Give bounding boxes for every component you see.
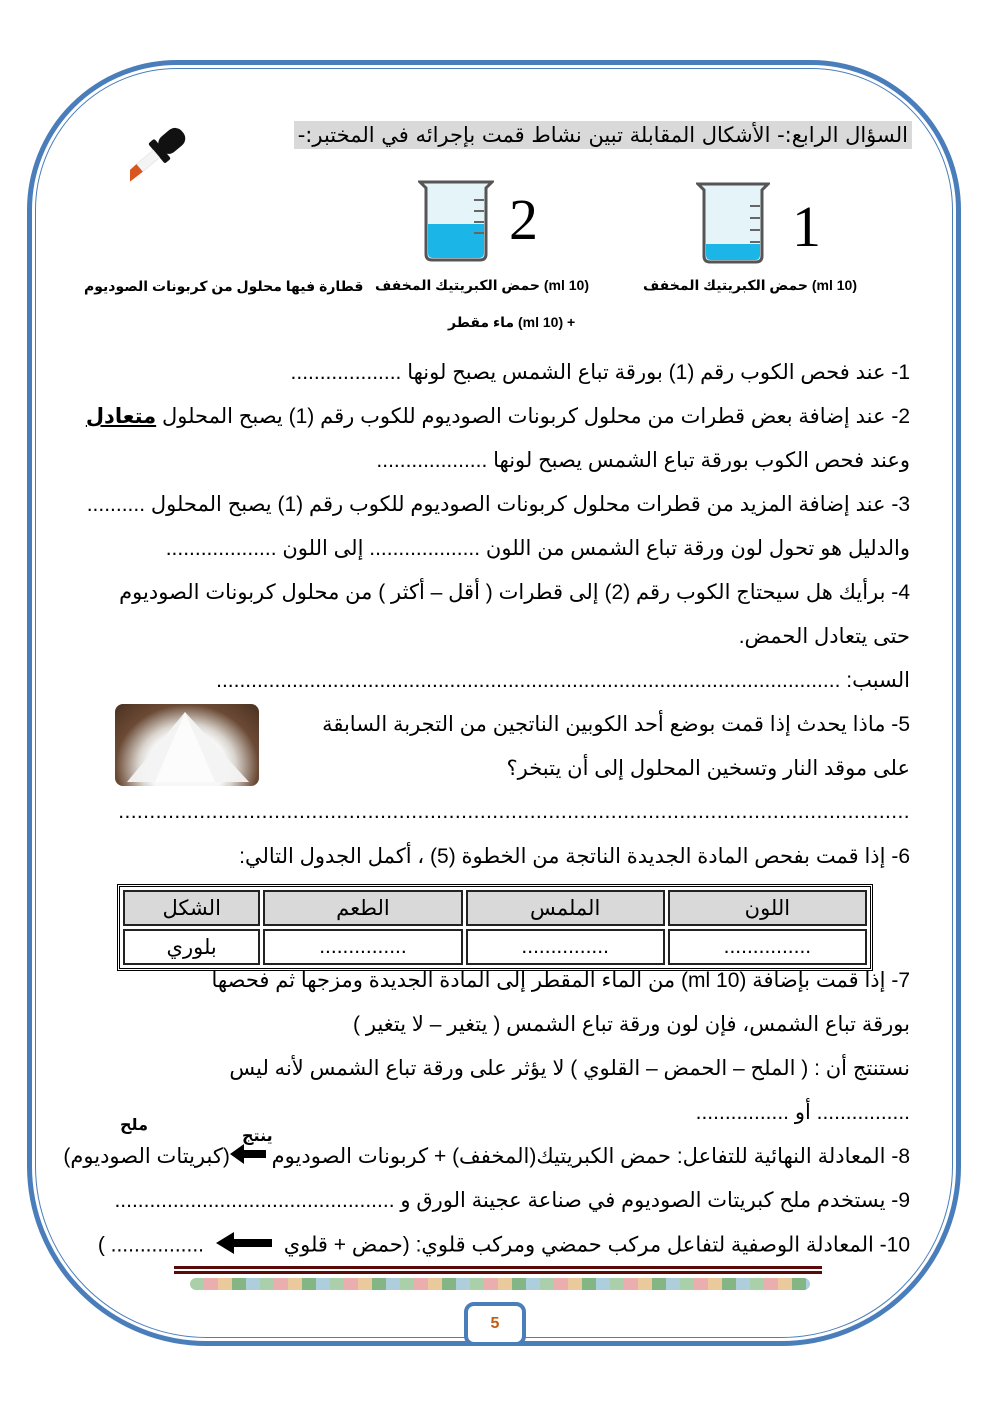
salt-pile-image	[115, 704, 259, 786]
footer-divider-2	[174, 1271, 822, 1274]
beaker-2-number: 2	[509, 187, 538, 252]
cell-shape: بلوري	[123, 929, 260, 965]
dropper-caption: قطارة فيها محلول من كربونات الصوديوم	[84, 278, 364, 294]
header-texture: الملمس	[466, 890, 665, 926]
arrow-left-icon	[230, 1144, 266, 1170]
question-5-answer-line[interactable]: ...............................................................................................................................	[118, 800, 910, 823]
question-7-line-3: نستنتج أن : ( الملح – الحمض – القلوي ) لا يؤثر على ورقة تباع الشمس لأنه ليس	[229, 1057, 910, 1080]
page-number: 5	[464, 1302, 526, 1346]
question-6: 6- إذا قمت بفحص المادة الجديدة الناتجة من الخطوة (5) ، أكمل الجدول التالي:	[239, 845, 910, 868]
produces-label: ينتج	[242, 1128, 273, 1145]
question-7: 7- إذا قمت بإضافة (10 ml) من الماء المقطر إلى المادة الجديدة ومزجها ثم فحصها	[211, 969, 910, 992]
beaker-2-caption: (10 ml) حمض الكبريتيك المخفف	[375, 277, 590, 293]
beaker-1-caption: (10 ml) حمض الكبريتيك المخفف	[643, 277, 858, 293]
question-2-line-2: وعند فحص الكوب بورقة تباع الشمس يصبح لونها ...................	[376, 449, 910, 472]
question-10	[98, 1232, 910, 1260]
table-row	[123, 929, 867, 965]
question-2-text: 2- عند إضافة بعض قطرات من محلول كربونات الصوديوم للكوب رقم (1) يصبح المحلول	[161, 405, 910, 428]
question-7-line-2: بورقة تباع الشمس، فإن لون ورقة تباع الشمس ( يتغير – لا يتغير )	[353, 1013, 910, 1036]
cell-taste[interactable]: ...............	[263, 929, 462, 965]
question-10-text: 10- المعادلة الوصفية لتفاعل مركب حمضي ومركب قلوي: (حمض + قلوي	[283, 1233, 910, 1257]
question-4-reason: السبب: ...........................................................................................................	[216, 669, 910, 692]
question-3-line-2: والدليل هو تحول لون ورقة تباع الشمس من اللون ................... إلى اللون ...................	[165, 537, 910, 560]
header-shape: الشكل	[123, 890, 260, 926]
question-8-product: (كبريتات الصوديوم)	[63, 1145, 230, 1168]
question-8	[63, 1144, 910, 1170]
decorative-vine-border	[190, 1278, 810, 1290]
question-10-blank[interactable]: ................ )	[97, 1233, 204, 1257]
arrow-left-icon	[216, 1232, 272, 1260]
header-taste: الطعم	[263, 890, 462, 926]
table-header-row	[123, 890, 867, 926]
dropper-icon	[130, 125, 270, 255]
question-5-line-2: على موقد النار وتسخين المحلول إلى أن يتبخر؟	[506, 757, 910, 780]
beaker-1-number: 1	[792, 194, 821, 259]
beaker-2-caption-water: + (10 ml) ماء مقطر	[448, 314, 576, 330]
question-title: السؤال الرابع:- الأشكال المقابلة تبين نشاط قمت بإجرائه في المختبر:-	[294, 121, 912, 149]
cell-texture[interactable]: ...............	[466, 929, 665, 965]
cell-color[interactable]: ...............	[668, 929, 867, 965]
salt-label: ملح	[120, 1117, 148, 1134]
footer-divider	[174, 1266, 822, 1269]
header-color: اللون	[668, 890, 867, 926]
question-9: 9- يستخدم ملح كبريتات الصوديوم في صناعة عجينة الورق و ................................................	[114, 1189, 910, 1212]
question-5: 5- ماذا يحدث إذا قمت بوضع أحد الكوبين الناتجين من التجربة السابقة	[322, 713, 910, 736]
question-3: 3- عند إضافة المزيد من قطرات محلول كربونات الصوديوم للكوب رقم (1) يصبح المحلول ..........	[86, 493, 910, 516]
properties-table	[117, 884, 873, 971]
beaker-2-icon	[418, 180, 494, 267]
question-8-reactants: 8- المعادلة النهائية للتفاعل: حمض الكبريتيك(المخفف) + كربونات الصوديوم	[271, 1145, 910, 1168]
question-4: 4- برأيك هل سيحتاج الكوب رقم (2) إلى قطرات ( أقل – أكثر ) من محلول كربونات الصوديوم	[119, 581, 910, 604]
question-4-line-2: حتى يتعادل الحمض.	[738, 625, 910, 648]
beaker-1-icon	[696, 182, 770, 269]
question-1: 1- عند فحص الكوب رقم (1) بورقة تباع الشمس يصبح لونها ...................	[290, 361, 910, 384]
question-2	[86, 404, 910, 429]
question-7-line-4[interactable]: ................ أو ................	[695, 1101, 910, 1124]
question-2-bold-word: متعادل	[85, 405, 157, 428]
